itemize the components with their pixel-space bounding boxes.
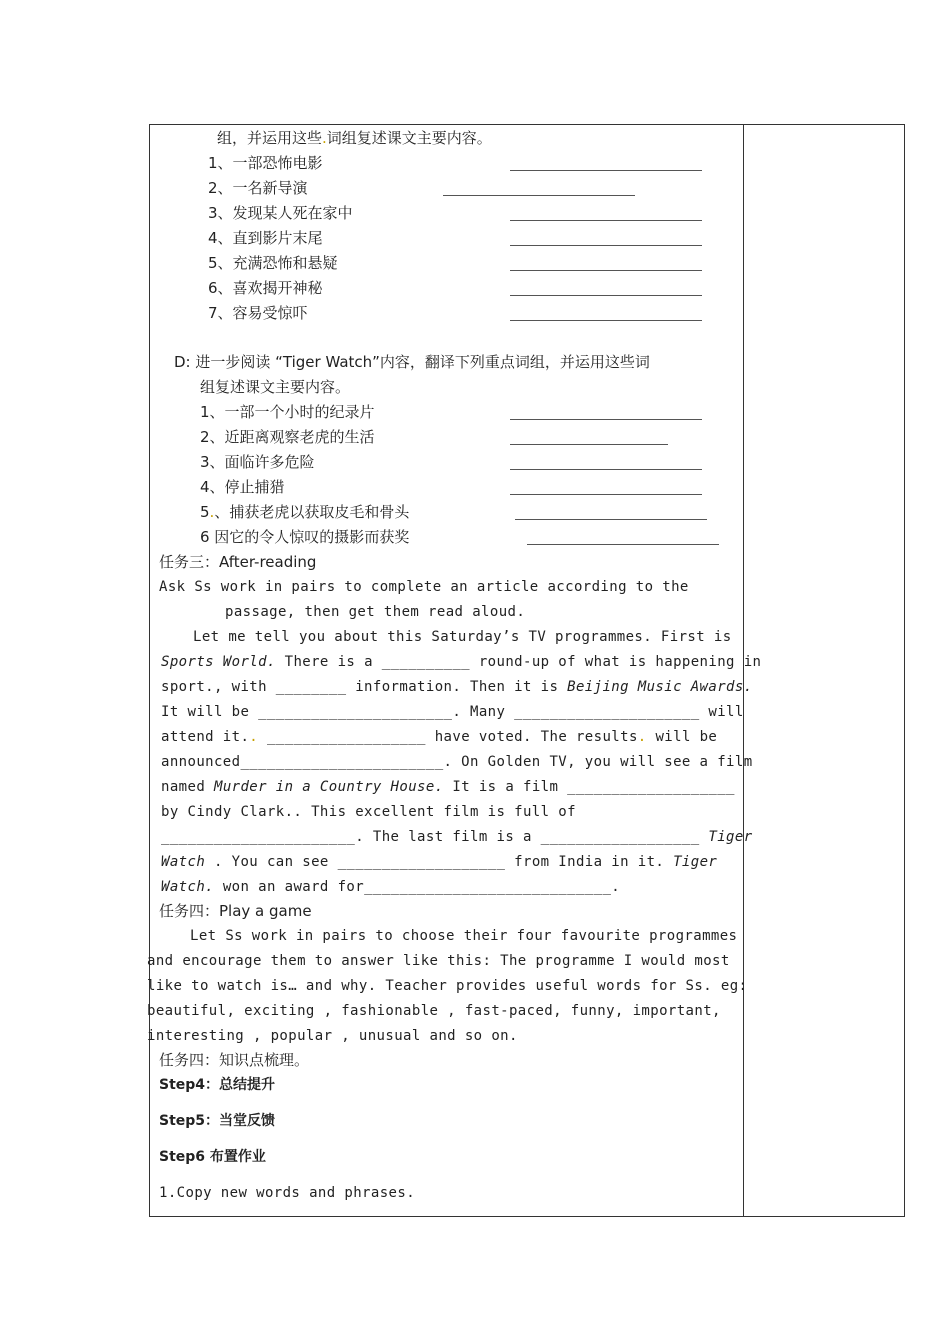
step5-heading: Step5：当堂反馈 (159, 1113, 276, 1129)
article-line: Let me tell you about this Saturday’s TV programmes. First is (193, 629, 732, 645)
task4-line: interesting , popular , unusual and so on. (147, 1028, 518, 1044)
d-item-5: 5.、捕获老虎以获取皮毛和骨头 (200, 503, 410, 521)
answer-blank[interactable] (510, 494, 702, 495)
article-line: announced_______________________. On Golden TV, you will see a film (161, 754, 753, 770)
c-item-1: 1、一部恐怖电影 (208, 154, 323, 172)
c-item-6: 6、喜欢揭开神秘 (208, 279, 323, 297)
article-line: attend it.. __________________ have voted. The results. will be (161, 729, 718, 745)
step6-heading: Step6 布置作业 (159, 1149, 266, 1165)
d-item-6: 6 因它的令人惊叹的摄影而获奖 (200, 528, 410, 546)
task4b-heading: 任务四：知识点梳理。 (159, 1051, 310, 1069)
task3-heading: 任务三：After-reading (159, 553, 317, 571)
c-item-5: 5、充满恐怖和悬疑 (208, 254, 338, 272)
article-line: ______________________. The last film is a __________________ Tiger (161, 829, 753, 845)
article-line: named Murder in a Country House. It is a film ___________________ (161, 779, 735, 795)
section-d-intro-cont: 组复述课文主要内容。 (200, 378, 351, 396)
answer-blank[interactable] (510, 444, 668, 445)
step4-heading: Step4：总结提升 (159, 1077, 276, 1093)
answer-blank[interactable] (510, 170, 702, 171)
article-line: Watch. won an award for____________________________. (161, 879, 621, 895)
d-item-1: 1、一部一个小时的纪录片 (200, 403, 375, 421)
task4-line: like to watch is… and why. Teacher provides useful words for Ss. eg: (147, 978, 748, 994)
answer-blank[interactable] (443, 195, 635, 196)
c-item-2: 2、一名新导演 (208, 179, 308, 197)
answer-blank[interactable] (510, 295, 702, 296)
d-item-3: 3、面临许多危险 (200, 453, 315, 471)
section-d-intro: D: 进一步阅读 “Tiger Watch”内容，翻译下列重点词组，并运用这些词 (174, 353, 650, 371)
task4-line: beautiful, exciting , fashionable , fast-paced, funny, important, (147, 1003, 721, 1019)
c-item-7: 7、容易受惊吓 (208, 304, 308, 322)
answer-blank[interactable] (510, 419, 702, 420)
d-item-2: 2、近距离观察老虎的生活 (200, 428, 375, 446)
article-line: It will be ______________________. Many _____________________ will (161, 704, 744, 720)
answer-blank[interactable] (515, 519, 707, 520)
d-item-4: 4、停止捕猎 (200, 478, 285, 496)
answer-blank[interactable] (510, 245, 702, 246)
task4-line: and encourage them to answer like this: The programme I would most (147, 953, 730, 969)
task4-heading: 任务四：Play a game (159, 902, 312, 920)
homework-item: 1.Copy new words and phrases. (159, 1185, 416, 1201)
article-line: sport., with ________ information. Then it is Beijing Music Awards. (161, 679, 753, 695)
answer-blank[interactable] (510, 469, 702, 470)
article-line: Watch . You can see ___________________ from India in it. Tiger (161, 854, 718, 870)
article-line: by Cindy Clark.. This excellent film is full of (161, 804, 576, 820)
section-c-intro: 组，并运用这些.词组复述课文主要内容。 (217, 129, 492, 147)
task3-instruction: Ask Ss work in pairs to complete an article according to the (159, 579, 689, 595)
article-line: Sports World. There is a __________ round-up of what is happening in (161, 654, 762, 670)
answer-blank[interactable] (510, 220, 702, 221)
c-item-3: 3、发现某人死在家中 (208, 204, 353, 222)
c-item-4: 4、直到影片末尾 (208, 229, 323, 247)
answer-blank[interactable] (510, 320, 702, 321)
answer-blank[interactable] (510, 270, 702, 271)
answer-blank[interactable] (527, 544, 719, 545)
task3-instruction-cont: passage, then get them read aloud. (225, 604, 526, 620)
task4-line: Let Ss work in pairs to choose their four favourite programmes (190, 928, 738, 944)
